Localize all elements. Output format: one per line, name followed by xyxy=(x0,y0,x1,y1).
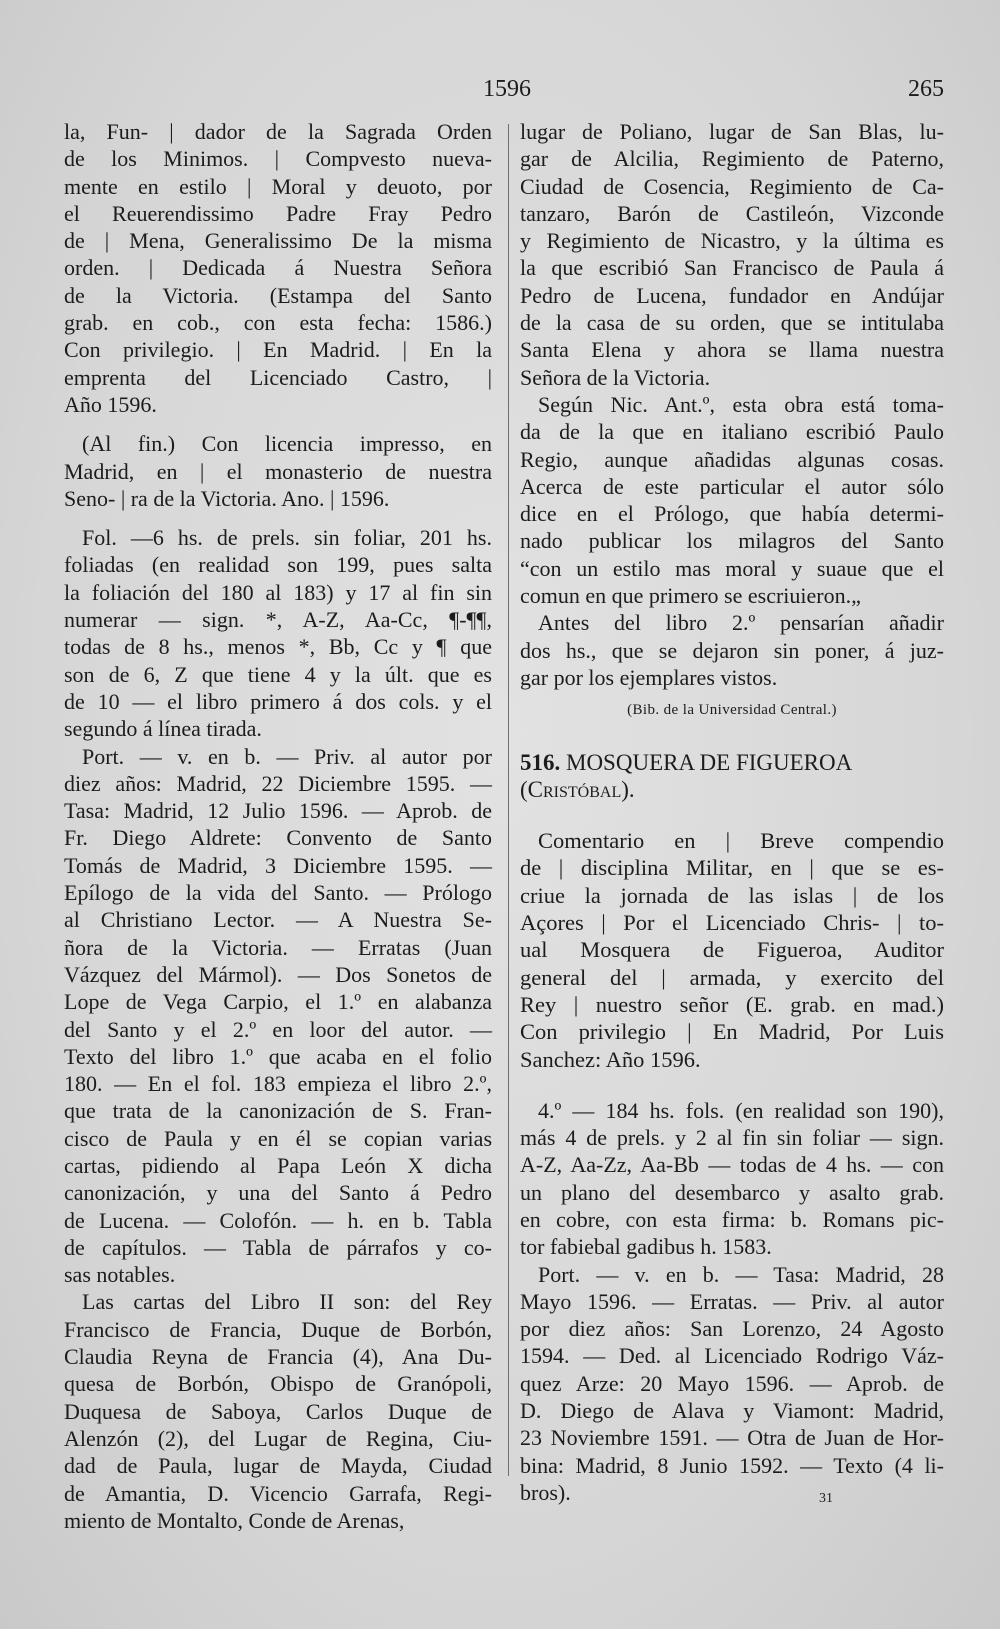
text-line: Fr. Diego Aldrete: Convento de Santo xyxy=(64,825,492,851)
text-line: lugar de Poliano, lugar de San Blas, lu- xyxy=(520,119,944,144)
entry-title-block xyxy=(520,827,944,1073)
text-line: Texto del libro 1.º que acaba en el folio xyxy=(64,1043,492,1069)
text-line: Vázquez del Mármol). — Dos Sonetos de xyxy=(64,961,492,987)
text-line: general del | armada, y exercito del xyxy=(520,964,944,990)
text-line: miento de Montalto, Conde de Arenas, xyxy=(64,1507,405,1533)
text-line: tanzaro, Barón de Castileón, Vizconde xyxy=(520,200,944,226)
text-line: que trata de la canonización de S. Fran- xyxy=(64,1098,492,1124)
text-line: 4.º — 184 hs. fols. (en realidad son 190), xyxy=(538,1097,944,1123)
text-line: criue la jornada de las islas | de los xyxy=(520,882,944,908)
text-line: “con un estilo mas moral y suaue que el xyxy=(520,555,944,581)
text-line: Tomás de Madrid, 3 Diciembre 1595. — xyxy=(64,852,492,878)
text-line: (Al fin.) Con licencia impresso, en xyxy=(82,431,492,457)
text-line: de | disciplina Militar, en | que se es- xyxy=(520,855,944,881)
text-line: orden. | Dedicada á Nuestra Señora xyxy=(64,255,492,281)
text-line: gar por los ejemplares vistos. xyxy=(520,664,778,690)
text-line: Epílogo de la vida del Santo. — Prólogo xyxy=(64,880,492,906)
text-line: de la casa de su orden, que se intitulaba xyxy=(520,310,944,336)
text-line: Port. — v. en b. — Priv. al autor por xyxy=(82,743,492,769)
column-divider xyxy=(508,124,509,1476)
text-line: Con privilegio. | En Madrid. | En la xyxy=(64,337,492,363)
text-line: la que escribió San Francisco de Paula á xyxy=(520,255,944,281)
text-line: en cobre, con esta firma: b. Romans pic- xyxy=(520,1206,944,1232)
text-line: de Lucena. — Colofón. — h. en b. Tabla xyxy=(64,1207,492,1233)
text-line: un plano del desembarco y asalto grab. xyxy=(520,1179,944,1205)
text-line: del Santo y el 2.º en loor del autor. — xyxy=(64,1016,492,1042)
text-line: segundo á línea tirada. xyxy=(64,716,262,742)
text-line: al Christiano Lector. — A Nuestra Se- xyxy=(64,907,492,933)
right-column-continuation xyxy=(520,118,944,691)
text-line: Según Nic. Ant.º, esta obra está toma- xyxy=(538,391,944,417)
text-line: D. Diego de Alava y Viamont: Madrid, xyxy=(520,1398,944,1424)
text-line: Acerca de este particular el autor sólo xyxy=(520,473,944,499)
text-line: Claudia Reyna de Francia (4), Ana Du- xyxy=(64,1344,492,1370)
signature-mark: 31 xyxy=(819,1491,833,1506)
text-line: Francisco de Francia, Duque de Borbón, xyxy=(64,1316,492,1342)
text-line: Lope de Vega Carpio, el 1.º en alabanza xyxy=(64,989,492,1015)
text-line: diez años: Madrid, 22 Diciembre 1595. — xyxy=(64,770,492,796)
text-line: dice en el Prólogo, que había determi- xyxy=(520,501,944,527)
text-line: gar de Alcilia, Regimiento de Paterno, xyxy=(520,146,944,172)
entry-description xyxy=(520,1097,944,1506)
text-line: de 10 — el libro primero á dos cols. y el xyxy=(64,688,492,714)
text-line: 180. — En el fol. 183 empieza el libro 2.º, xyxy=(64,1071,492,1097)
entry-author: MOSQUERA DE FIGUEROA xyxy=(566,749,853,775)
text-line: da de la que en italiano escribió Paulo xyxy=(520,419,944,445)
text-line: foliadas (en realidad son 199, pues salta xyxy=(64,552,492,578)
text-line: tor fabiebal gadibus h. 1583. xyxy=(520,1234,772,1260)
text-line: dad de Paula, lugar de Mayda, Ciudad xyxy=(64,1453,492,1479)
entry-heading xyxy=(520,749,944,776)
text-line: más 4 de prels. y 2 al fin sin foliar — sign. xyxy=(520,1125,944,1151)
text-line: comun en que primero se escriuieron.„ xyxy=(520,583,861,609)
text-line: Seno- | ra de la Victoria. Ano. | 1596. xyxy=(64,485,390,511)
text-line: la foliación del 180 al 183) y 17 al fin sin xyxy=(64,579,492,605)
text-line: Con privilegio | En Madrid, Por Luis xyxy=(520,1019,944,1045)
text-line: cartas, pidiendo al Papa León X dicha xyxy=(64,1152,492,1178)
text-line: Tasa: Madrid, 12 Julio 1596. — Aprob. de xyxy=(64,798,492,824)
entry-number: 516. xyxy=(520,749,561,775)
text-line: son de 6, Z que tiene 4 y la últ. que es xyxy=(64,661,492,687)
text-line: bina: Madrid, 8 Junio 1592. — Texto (4 li- xyxy=(520,1452,944,1478)
text-line: de la Victoria. (Estampa del Santo xyxy=(64,282,492,308)
text-line: Antes del libro 2.º pensarían añadir xyxy=(538,610,944,636)
text-line: Ciudad de Cosencia, Regimiento de Ca- xyxy=(520,173,944,199)
text-line: ual Mosquera de Figueroa, Auditor xyxy=(520,937,944,963)
text-line: nado publicar los milagros del Santo xyxy=(520,528,944,554)
text-line: Las cartas del Libro II son: del Rey xyxy=(82,1289,492,1315)
text-line: quez Arze: 20 Mayo 1596. — Aprob. de xyxy=(520,1370,944,1396)
right-column xyxy=(520,118,944,1506)
text-line: 23 Noviembre 1591. — Otra de Juan de Hor- xyxy=(520,1425,944,1451)
text-line: emprenta del Licenciado Castro, | xyxy=(64,364,492,390)
text-line: por diez años: San Lorenzo, 24 Agosto xyxy=(520,1316,944,1342)
text-line: de | Mena, Generalissimo De la misma xyxy=(64,228,492,254)
text-line: Alenzón (2), del Lugar de Regina, Ciu- xyxy=(64,1425,492,1451)
text-line: bros). xyxy=(520,1479,571,1505)
text-line: Señora de la Victoria. xyxy=(520,364,711,390)
text-line: el Reuerendissimo Padre Fray Pedro xyxy=(64,200,492,226)
text-line: mente en estilo | Moral y deuoto, por xyxy=(64,173,492,199)
text-line: la, Fun- | dador de la Sagrada Orden xyxy=(64,119,492,144)
text-line: sas notables. xyxy=(64,1262,176,1288)
text-line: Sanchez: Año 1596. xyxy=(520,1046,701,1072)
text-line: dos hs., que se dejaron sin poner, á juz- xyxy=(520,637,944,663)
text-line: Rey | nuestro señor (E. grab. en mad.) xyxy=(520,991,944,1017)
text-line: Pedro de Lucena, fundador en Andújar xyxy=(520,282,944,308)
left-column xyxy=(64,118,492,1534)
text-line: Madrid, en | el monasterio de nuestra xyxy=(64,458,492,484)
text-line: ñora de la Victoria. — Erratas (Juan xyxy=(64,934,492,960)
text-line: todas de 8 hs., menos *, Bb, Cc y ¶ que xyxy=(64,634,492,660)
text-line: Açores | Por el Licenciado Chris- | to- xyxy=(520,910,944,936)
text-line: numerar — sign. *, A-Z, Aa-Cc, ¶-¶¶, xyxy=(64,607,492,633)
text-line: de capítulos. — Tabla de párrafos y co- xyxy=(64,1234,492,1260)
text-line: Comentario en | Breve compendio xyxy=(538,828,944,854)
page-header-year: 1596 xyxy=(483,76,531,102)
text-line: A-Z, Aa-Zz, Aa-Bb — todas de 4 hs. — con xyxy=(520,1152,944,1178)
text-line: Duquesa de Saboya, Carlos Duque de xyxy=(64,1398,492,1424)
text-line: Port. — v. en b. — Tasa: Madrid, 28 xyxy=(538,1261,944,1287)
page-number: 265 xyxy=(908,76,944,102)
text-line: de Amantia, D. Vicencio Garrafa, Regi- xyxy=(64,1480,492,1506)
text-line: Año 1596. xyxy=(64,391,157,417)
text-line: 1594. — Ded. al Licenciado Rodrigo Váz- xyxy=(520,1343,944,1369)
text-line: canonización, y una del Santo á Pedro xyxy=(64,1180,492,1206)
text-line: quesa de Borbón, Obispo de Granópoli, xyxy=(64,1371,492,1397)
text-line: Fol. —6 hs. de prels. sin foliar, 201 hs. xyxy=(82,525,492,551)
text-line: cisco de Paula y en él se copian varias xyxy=(64,1125,492,1151)
library-source: (Bib. de la Universidad Central.) xyxy=(627,702,837,719)
text-line: de los Minimos. | Compvesto nueva- xyxy=(64,146,492,172)
text-line: grab. en cob., con esta fecha: 1586.) xyxy=(64,310,492,336)
text-line: Santa Elena y ahora se llama nuestra xyxy=(520,337,944,363)
text-line: Mayo 1596. — Erratas. — Priv. al autor xyxy=(520,1288,944,1314)
text-line: y Regimiento de Nicastro, y la última es xyxy=(520,228,944,254)
entry-author-given: (Cristóbal). xyxy=(520,776,635,802)
text-line: Regio, aunque añadidas algunas cosas. xyxy=(520,446,944,472)
